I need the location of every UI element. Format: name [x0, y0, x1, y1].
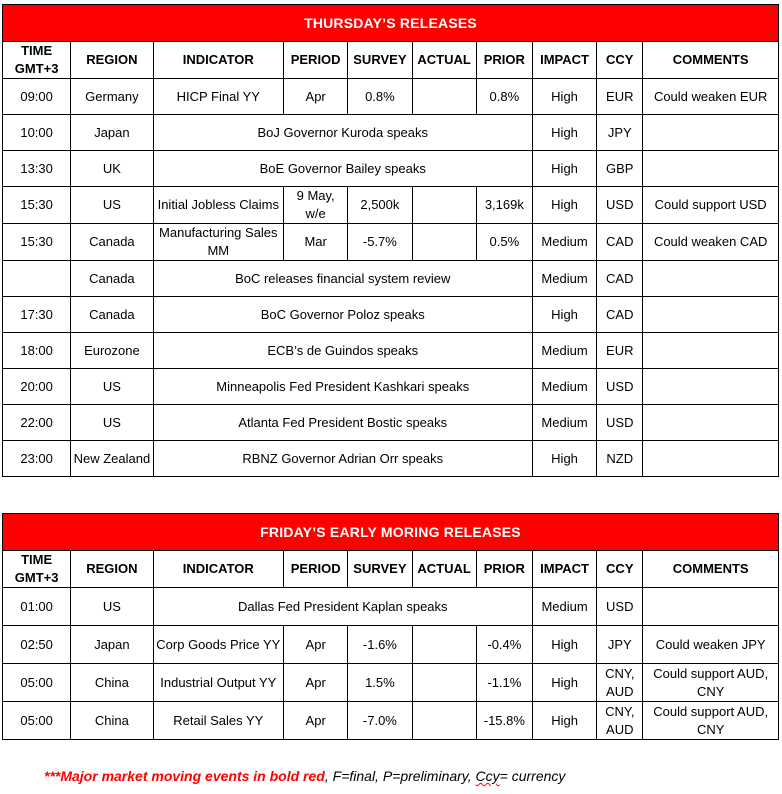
impact-cell: Medium [532, 405, 596, 441]
event-cell: Dallas Fed President Kaplan speaks [153, 588, 532, 626]
survey-cell: 0.8% [348, 79, 412, 115]
impact-cell: High [532, 115, 596, 151]
period-cell: Apr [284, 79, 348, 115]
region-cell: New Zealand [71, 441, 153, 477]
table-row [3, 261, 779, 297]
impact-cell: High [532, 441, 596, 477]
region-cell: US [71, 405, 153, 441]
actual-cell [412, 79, 476, 115]
event-cell: BoC releases financial system review [153, 261, 532, 297]
event-cell: ECB’s de Guindos speaks [153, 333, 532, 369]
table-row [3, 79, 779, 115]
time-cell: 15:30 [3, 187, 71, 224]
ccy-cell: EUR [597, 333, 643, 369]
table-row [3, 224, 779, 261]
time-cell: 17:30 [3, 297, 71, 333]
impact-cell: High [532, 187, 596, 224]
ccy-cell: GBP [597, 151, 643, 187]
region-cell: US [71, 369, 153, 405]
impact-cell: High [532, 151, 596, 187]
column-header: COMMENTS [643, 551, 779, 588]
time-cell: 22:00 [3, 405, 71, 441]
comments-cell [643, 333, 779, 369]
column-header: PRIOR [476, 42, 532, 79]
impact-cell: High [532, 664, 596, 702]
region-cell: Canada [71, 297, 153, 333]
footnote-ccy-word: Ccy [475, 768, 500, 784]
prior-cell: 0.5% [476, 224, 532, 261]
impact-cell: High [532, 702, 596, 740]
comments-cell: Could weaken JPY [643, 626, 779, 664]
friday-title: FRIDAY’S EARLY MORING RELEASES [3, 514, 779, 551]
period-cell: Mar [284, 224, 348, 261]
table-row [3, 588, 779, 626]
ccy-cell: USD [597, 369, 643, 405]
region-cell: Japan [71, 115, 153, 151]
ccy-cell: CAD [597, 261, 643, 297]
survey-cell: -7.0% [348, 702, 412, 740]
indicator-cell: Initial Jobless Claims [153, 187, 283, 224]
table-row [3, 369, 779, 405]
footnote [44, 768, 565, 784]
prior-cell: -1.1% [476, 664, 532, 702]
column-header: INDICATOR [153, 551, 283, 588]
comments-cell: Could support AUD, CNY [643, 702, 779, 740]
ccy-cell: JPY [597, 626, 643, 664]
footnote-legend: , F=final, P=preliminary, [324, 768, 476, 784]
table-row [3, 187, 779, 224]
column-header: CCY [597, 551, 643, 588]
region-cell: US [71, 588, 153, 626]
impact-cell: High [532, 297, 596, 333]
event-cell: BoC Governor Poloz speaks [153, 297, 532, 333]
comments-cell [643, 261, 779, 297]
friday-rows [3, 588, 779, 740]
comments-cell [643, 405, 779, 441]
ccy-cell: CAD [597, 224, 643, 261]
column-header: REGION [71, 42, 153, 79]
time-cell: 05:00 [3, 664, 71, 702]
footnote-major-events: ***Major market moving events in bold red [44, 768, 325, 784]
column-header: REGION [71, 551, 153, 588]
actual-cell [412, 187, 476, 224]
actual-cell [412, 664, 476, 702]
table-row [3, 151, 779, 187]
comments-cell: Could weaken EUR [643, 79, 779, 115]
indicator-cell: Retail Sales YY [153, 702, 283, 740]
impact-cell: Medium [532, 333, 596, 369]
table-row [3, 441, 779, 477]
thursday-title: THURSDAY’S RELEASES [3, 5, 779, 42]
impact-cell: Medium [532, 588, 596, 626]
column-header: IMPACT [532, 42, 596, 79]
indicator-cell: HICP Final YY [153, 79, 283, 115]
indicator-cell: Corp Goods Price YY [153, 626, 283, 664]
table-row [3, 333, 779, 369]
period-cell: Apr [284, 702, 348, 740]
column-header: SURVEY [348, 42, 412, 79]
comments-cell [643, 297, 779, 333]
region-cell: Canada [71, 261, 153, 297]
column-header: PRIOR [476, 551, 532, 588]
ccy-cell: CAD [597, 297, 643, 333]
indicator-cell: Manufacturing Sales MM [153, 224, 283, 261]
period-cell: 9 May, w/e [284, 187, 348, 224]
region-cell: China [71, 664, 153, 702]
event-cell: BoE Governor Bailey speaks [153, 151, 532, 187]
region-cell: US [71, 187, 153, 224]
time-cell: 20:00 [3, 369, 71, 405]
friday-releases-table [2, 513, 779, 740]
table-row [3, 115, 779, 151]
prior-cell: -0.4% [476, 626, 532, 664]
table-row [3, 664, 779, 702]
column-header: CCY [597, 42, 643, 79]
time-cell: 01:00 [3, 588, 71, 626]
event-cell: RBNZ Governor Adrian Orr speaks [153, 441, 532, 477]
table-row [3, 702, 779, 740]
comments-cell: Could support AUD, CNY [643, 664, 779, 702]
time-cell: 05:00 [3, 702, 71, 740]
event-cell: Atlanta Fed President Bostic speaks [153, 405, 532, 441]
prior-cell: 3,169k [476, 187, 532, 224]
actual-cell [412, 702, 476, 740]
column-header-row [3, 551, 779, 588]
actual-cell [412, 626, 476, 664]
thursday-rows [3, 79, 779, 477]
column-header: SURVEY [348, 551, 412, 588]
comments-cell [643, 151, 779, 187]
event-cell: Minneapolis Fed President Kashkari speaks [153, 369, 532, 405]
impact-cell: High [532, 79, 596, 115]
comments-cell: Could support USD [643, 187, 779, 224]
column-header: TIME GMT+3 [3, 551, 71, 588]
indicator-cell: Industrial Output YY [153, 664, 283, 702]
actual-cell [412, 224, 476, 261]
ccy-cell: JPY [597, 115, 643, 151]
column-header: PERIOD [284, 42, 348, 79]
survey-cell: 2,500k [348, 187, 412, 224]
table-row [3, 626, 779, 664]
column-header: INDICATOR [153, 42, 283, 79]
comments-cell [643, 369, 779, 405]
ccy-cell: CNY, AUD [597, 664, 643, 702]
impact-cell: Medium [532, 261, 596, 297]
time-cell: 15:30 [3, 224, 71, 261]
column-header: IMPACT [532, 551, 596, 588]
thursday-releases-table [2, 4, 779, 477]
region-cell: Eurozone [71, 333, 153, 369]
impact-cell: Medium [532, 369, 596, 405]
prior-cell: 0.8% [476, 79, 532, 115]
time-cell: 09:00 [3, 79, 71, 115]
impact-cell: Medium [532, 224, 596, 261]
prior-cell: -15.8% [476, 702, 532, 740]
survey-cell: 1.5% [348, 664, 412, 702]
ccy-cell: USD [597, 187, 643, 224]
period-cell: Apr [284, 664, 348, 702]
impact-cell: High [532, 626, 596, 664]
ccy-cell: EUR [597, 79, 643, 115]
time-cell: 13:30 [3, 151, 71, 187]
comments-cell [643, 441, 779, 477]
period-cell: Apr [284, 626, 348, 664]
region-cell: Canada [71, 224, 153, 261]
ccy-cell: USD [597, 588, 643, 626]
column-header: TIME GMT+3 [3, 42, 71, 79]
ccy-cell: NZD [597, 441, 643, 477]
time-cell: 10:00 [3, 115, 71, 151]
column-header: ACTUAL [412, 551, 476, 588]
survey-cell: -5.7% [348, 224, 412, 261]
event-cell: BoJ Governor Kuroda speaks [153, 115, 532, 151]
comments-cell [643, 588, 779, 626]
time-cell [3, 261, 71, 297]
column-header: PERIOD [284, 551, 348, 588]
time-cell: 02:50 [3, 626, 71, 664]
ccy-cell: USD [597, 405, 643, 441]
survey-cell: -1.6% [348, 626, 412, 664]
comments-cell [643, 115, 779, 151]
column-header: ACTUAL [412, 42, 476, 79]
table-row [3, 297, 779, 333]
region-cell: China [71, 702, 153, 740]
time-cell: 18:00 [3, 333, 71, 369]
region-cell: Germany [71, 79, 153, 115]
footnote-ccy-definition: = currency [499, 768, 566, 784]
comments-cell: Could weaken CAD [643, 224, 779, 261]
ccy-cell: CNY, AUD [597, 702, 643, 740]
column-header-row [3, 42, 779, 79]
region-cell: UK [71, 151, 153, 187]
time-cell: 23:00 [3, 441, 71, 477]
table-row [3, 405, 779, 441]
region-cell: Japan [71, 626, 153, 664]
column-header: COMMENTS [643, 42, 779, 79]
